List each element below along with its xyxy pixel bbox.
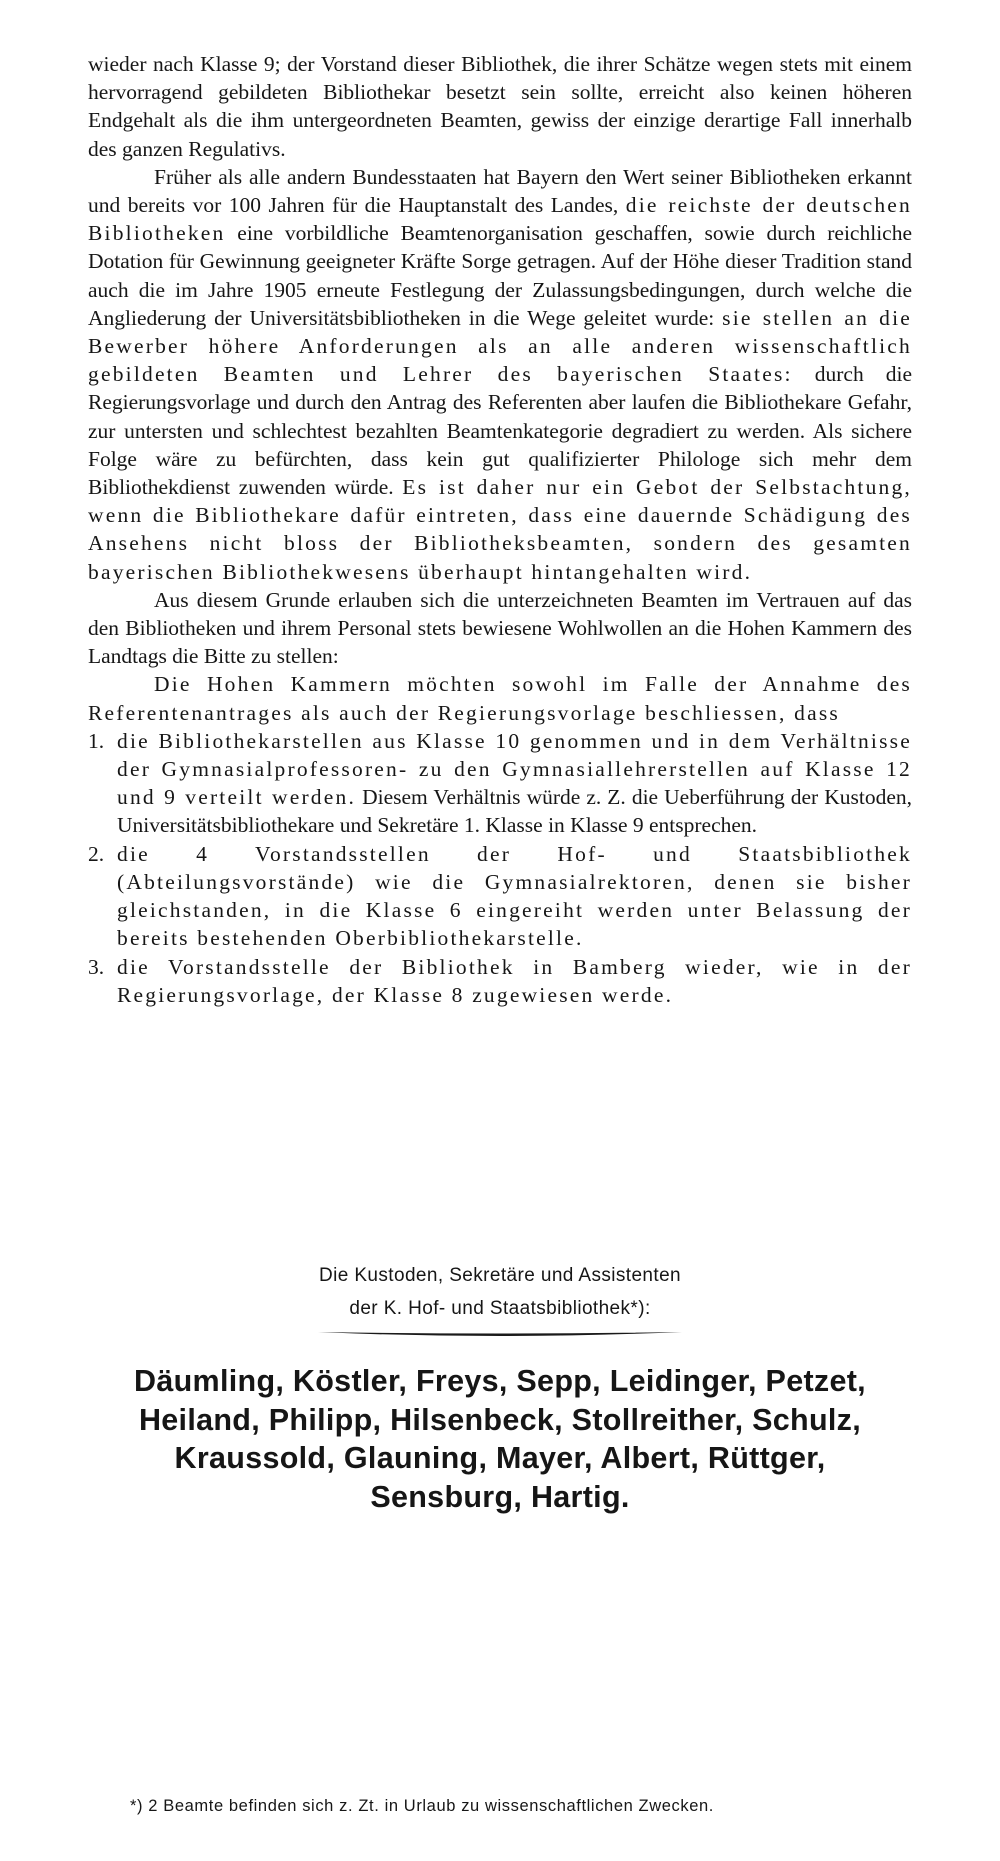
list-item <box>88 727 912 840</box>
paragraph-bayern-part3: durch die Regierungsvorlage und durch den Antrag des Referenten aber laufen die Bibliothekare Gefahr, zur untersten und schlechtest bezahlten Beamtenkategorie degradiert zu werden. Als sichere Folge wäre zu befürchten, dass kein gut qualifizierter Philologe sich mehr dem Bibliothekdienst zuwenden würde. <box>88 362 913 500</box>
request-list <box>88 727 912 1009</box>
list-item-number: 1. <box>88 728 105 753</box>
emphasis-reichste-bibliothek: die reichste der deutschen Bibliotheken <box>88 193 912 246</box>
list-item-text-spaced: die Bibliothekarstellen aus Klasse 10 genommen und in dem Verhältnisse der Gymnasialprofessoren- zu den Gymnasiallehrerstellen auf Klasse 12 und 9 verteilt werden. <box>117 728 912 810</box>
signatories <box>80 1362 920 1516</box>
paragraph-bayern-part2: eine vorbildliche Beamtenorganisation geschaffen, sowie durch reichliche Dotation für Gewinnung geeigneter Kräfte Sorge getragen. Auf der Höhe dieser Tradition stand auch die im Jahre 1905 erneute Festlegung der Zulassungsbedingungen, durch welche die Angliederung der Universitätsbibliotheken in die Wege geleitet wurde: <box>88 221 912 330</box>
paragraph-bitte: Aus diesem Grunde erlauben sich die unterzeichneten Beamten im Vertrauen auf das den Bibliotheken und ihrem Personal stets bewiesene Wohlwollen an die Hohen Kammern des Landtags die Bitte zu stellen: <box>88 587 912 669</box>
paragraph-antrag: Die Hohen Kammern möchten sowohl im Falle der Annahme des Referentenantrages als auch der Regierungsvorlage beschliessen, dass <box>88 672 912 725</box>
signatories-line: Sensburg, Hartig. <box>370 1479 630 1514</box>
signatories-line: Däumling, Köstler, Freys, Sepp, Leidinger, Petzet, <box>134 1364 866 1398</box>
ornamental-rule-stroke <box>318 1332 682 1336</box>
signature-heading-line2: der K. Hof- und Staatsbibliothek*): <box>349 1298 651 1319</box>
paragraph-regulativ: wieder nach Klasse 9; der Vorstand dieser Bibliothek, die ihrer Schätze wegen stets mit einem hervorragend gebildeten Bibliothekar besetzt sein sollte, erreicht also keinen höheren Endgehalt als die ihm untergeordneten Beamten, gewiss der einzige derartige Fall innerhalb des ganzen Regulativs. <box>88 52 912 161</box>
body-text <box>88 50 912 1009</box>
paragraph-bayern <box>88 163 912 586</box>
signature-heading-line1: Die Kustoden, Sekretäre und Assistenten <box>318 1265 682 1286</box>
list-item <box>88 840 912 953</box>
signatories-line: Heiland, Philipp, Hilsenbeck, Stollreither, Schulz, <box>138 1402 862 1437</box>
emphasis-selbstachtung: Es ist daher nur ein Gebot der Selbstachtung, wenn die Bibliothekare dafür eintreten, dass eine dauernde Schädigung des Ansehens nicht bloss der Bibliotheksbeamten, sondern des gesamten bayerischen Bibliothekwesens überhaupt hintangehalten wird. <box>88 475 913 584</box>
paragraph-bayern-part1: Früher als alle andern Bundesstaaten hat Bayern den Wert seiner Bibliotheken erkannt und bereits vor 100 Jahren für die Hauptanstalt des Landes, <box>88 164 912 218</box>
list-item-text-spaced: die Vorstandsstelle der Bibliothek in Bamberg wieder, wie in der Regierungsvorlage, der Klasse 8 zugewiesen werde. <box>117 954 912 1007</box>
ornamental-rule <box>310 1325 690 1339</box>
list-item-number: 3. <box>88 954 105 979</box>
signature-block <box>80 1259 920 1516</box>
list-item-text-spaced: die 4 Vorstandsstellen der Hof- und Staatsbibliothek (Abteilungsvorstände) wie die Gymnasialrektoren, denen sie bisher gleichstanden, in die Klasse 6 eingereiht werden unter Belassung der bereits bestehenden Oberbibliothekarstelle. <box>117 841 912 951</box>
list-item <box>88 953 912 1009</box>
signatories-line: Kraussold, Glauning, Mayer, Albert, Rüttger, <box>174 1441 826 1475</box>
list-item-number: 2. <box>88 841 105 866</box>
list-item-text-plain: Diesem Verhältnis würde z. Z. die Ueberführung der Kustoden, Universitätsbibliothekare und Sekretäre 1. Klasse in Klasse 9 entsprechen. <box>117 785 913 838</box>
emphasis-anforderungen: sie stellen an die Bewerber höhere Anforderungen als an alle anderen wissenschaftlich gebildeten Beamten und Lehrer des bayerischen Staates: <box>88 305 912 387</box>
footnote: *) 2 Beamte befinden sich z. Zt. in Urlaub zu wissenschaftlichen Zwecken. <box>130 1797 714 1815</box>
